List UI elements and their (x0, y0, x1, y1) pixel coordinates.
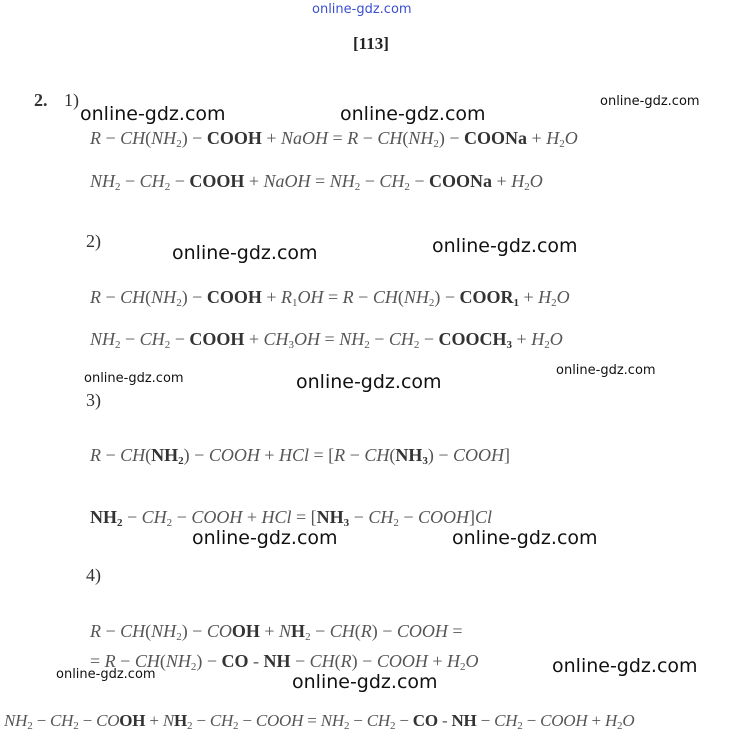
site-header-watermark: online-gdz.com (312, 2, 412, 17)
watermark: online-gdz.com (600, 94, 700, 109)
watermark: online-gdz.com (192, 527, 338, 549)
equation-1a: $R - CH(NH_2)$ − COOH + NaOH = $R - CH(NH_2)$ − COONa + $H_2O$ (90, 128, 578, 150)
watermark: online-gdz.com (56, 667, 156, 682)
item-label-2: 2) (86, 231, 101, 251)
equation-4c: $NH_2 - CH_2$ − COOH + $NH_2 - CH_2$ − COOH = $NH_2 - CH_2$ − CO - NH − $CH_2$ − COOH + $H_2O$ (4, 711, 635, 732)
watermark: online-gdz.com (292, 671, 438, 693)
equation-3b: $NH_2 - CH_2$ − COOH + HCl = [$NH_3 - CH_2$ − COOH]Cl (90, 507, 493, 529)
page-number-label: [113] (353, 34, 389, 53)
equation-2a: $R - CH(NH_2)$ − COOH + $R_1OH = R - CH(NH_2)$ − $COOR_1 + H_2O$ (90, 287, 570, 309)
item-label-4: 4) (86, 565, 101, 585)
item-label-1: 1) (64, 90, 79, 110)
watermark: online-gdz.com (452, 527, 598, 549)
task-number: 2. (34, 90, 48, 110)
item-label-3: 3) (86, 390, 101, 410)
equation-1b: $NH_2 - CH_2$ − COOH + NaOH = $NH_2 - CH_2$ − COONa + $H_2O$ (90, 171, 543, 193)
watermark: online-gdz.com (296, 371, 442, 393)
watermark: online-gdz.com (552, 655, 698, 677)
equation-3a: $R - CH(NH_2)$ − COOH + HCl = [$R - CH(NH_3)$ − COOH] (90, 445, 511, 467)
equation-4b: = $R - CH(NH_2)$ − CO - NH − CH(R) − COOH + $H_2O$ (90, 651, 479, 673)
watermark: online-gdz.com (80, 103, 226, 125)
watermark: online-gdz.com (556, 363, 656, 378)
watermark: online-gdz.com (172, 242, 318, 264)
watermark: online-gdz.com (340, 103, 486, 125)
equation-2b: $NH_2 - CH_2$ − COOH + $CH_3OH = NH_2 - CH_2$ − $COOCH_3 + H_2O$ (90, 329, 563, 351)
watermark: online-gdz.com (84, 371, 184, 386)
equation-4a: $R - CH(NH_2)$ − COOH + $NH_2 - CH(R)$ − COOH = (90, 621, 463, 643)
watermark: online-gdz.com (432, 235, 578, 257)
